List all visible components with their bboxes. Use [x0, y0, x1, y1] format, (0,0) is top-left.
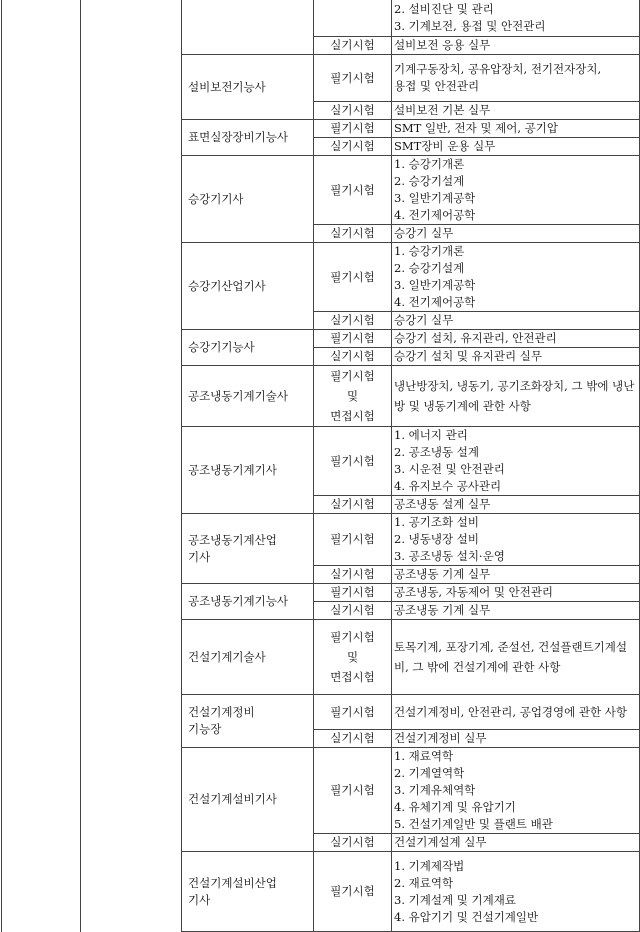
exam-type: 실기시험: [314, 834, 392, 852]
table-body: [2, 0, 640, 932]
subject-line: 2. 승강기설계: [394, 261, 465, 275]
subject-line: 2. 냉동냉장 설비: [394, 532, 479, 546]
exam-type: 필기시험: [314, 748, 392, 834]
certification-name-label: 승강기산업기사: [188, 278, 266, 293]
subject-text: 토목기계, 포장기계, 준설선, 건설플랜트기계설비, 그 밖에 건설기계에 관한 사항: [394, 640, 628, 674]
subject-line: 공조냉동 기계 실무: [394, 603, 491, 617]
subject-line: 3. 기계설계 및 기계재료: [394, 892, 516, 907]
exam-type: 실기시험: [314, 312, 392, 330]
exam-subjects: [392, 0, 640, 37]
subject-line: 1. 재료역학: [394, 749, 454, 763]
exam-type: 실기시험: [314, 37, 392, 55]
subject-line: 기계구동장치, 공유압장치, 전기전자장치,: [394, 62, 602, 76]
exam-subjects: [392, 225, 640, 243]
subject-line: 1. 공기조화 설비: [394, 515, 479, 529]
exam-subjects: [392, 748, 640, 834]
certification-name: [182, 584, 314, 620]
subject-line: 1. 기계제작법: [394, 858, 465, 873]
certification-name: [182, 156, 314, 243]
exam-subjects: [392, 156, 640, 225]
exam-type: 필기시험: [314, 156, 392, 225]
certification-name-label: 건설기계기술사: [188, 649, 266, 664]
certification-name-label: 설비보전기능사: [188, 79, 266, 94]
subject-line: 2. 기계열역학: [394, 766, 465, 780]
exam-type-line: 및: [346, 650, 359, 664]
subject-line: 4. 유압기기 및 건설기계일반: [394, 909, 539, 924]
exam-type: 필기시험: [314, 330, 392, 348]
exam-subjects: [392, 834, 640, 852]
exam-type: 실기시험: [314, 348, 392, 366]
subject-line: 3. 일반기계공학: [394, 191, 476, 205]
subject-line: 4. 전기제어공학: [394, 295, 476, 309]
exam-type: 실기시험: [314, 225, 392, 243]
subject-text: 건설기계정비, 안전관리, 공업경영에 관한 사항: [394, 704, 628, 719]
subject-line: 승강기 설치 및 유지관리 실무: [394, 349, 542, 363]
subject-line: 2. 재료역학: [394, 875, 454, 890]
exam-type-line: 필기시험: [330, 369, 375, 383]
certification-name: [182, 514, 314, 584]
exam-subjects: [392, 602, 640, 620]
exam-subjects: [392, 695, 640, 730]
certification-name-label: 승강기기능사: [188, 340, 255, 354]
subject-line: 1. 승강기개론: [394, 244, 465, 258]
certification-name-label: 승강기기사: [188, 191, 244, 206]
certification-name-line: 기사: [188, 892, 211, 907]
exam-subjects: [392, 514, 640, 566]
certification-name-label: 공조냉동기계기능사: [188, 594, 288, 608]
exam-subjects: [392, 730, 640, 748]
subject-line: 3. 시운전 및 안전관리: [394, 462, 505, 476]
certification-name: [182, 330, 314, 366]
exam-type: 필기시험: [314, 120, 392, 138]
exam-type-line: 면접시험: [330, 670, 375, 684]
subject-line: 공조냉동 기계 실무: [394, 567, 491, 581]
certification-subject-table: [1, 0, 640, 932]
exam-subjects: [392, 620, 640, 695]
certification-name-label: 건설기계설비기사: [188, 792, 277, 806]
exam-subjects: [392, 584, 640, 602]
subject-line: 건설기계설계 실무: [394, 835, 487, 849]
subject-line: 3. 일반기계공학: [394, 278, 476, 292]
exam-type: [314, 0, 392, 37]
exam-type: 필기시험: [314, 695, 392, 730]
exam-type: 필기시험: [314, 514, 392, 566]
exam-subjects: [392, 37, 640, 55]
exam-type: [314, 620, 392, 695]
exam-subjects: [392, 496, 640, 514]
subject-line: 설비보전 응용 실무: [394, 38, 491, 52]
subject-line: 용접 및 안전관리: [394, 79, 480, 93]
exam-type: 실기시험: [314, 102, 392, 120]
subject-line: SMT 일반, 전자 및 제어, 공기압: [394, 121, 559, 135]
category-column: [2, 0, 81, 932]
exam-type-line: 및: [346, 389, 359, 403]
exam-subjects: [392, 55, 640, 102]
exam-subjects: [392, 427, 640, 496]
subject-text: 냉난방장치, 냉동기, 공기조화장치, 그 밖에 냉난방 및 냉동기계에 관한 사항: [394, 379, 635, 413]
subject-line: 5. 건설기계일반 및 플랜트 배관: [394, 817, 553, 831]
certification-name-line: 기사: [188, 549, 211, 564]
certification-name: [182, 55, 314, 120]
exam-type: 필기시험: [314, 852, 392, 932]
certification-name-line: 건설기계정비: [188, 705, 255, 719]
exam-subjects: [392, 243, 640, 312]
certification-name-label: 표면실장장비기능사: [188, 130, 288, 144]
subject-line: 4. 유체기계 및 유압기기: [394, 800, 516, 814]
subject-line: 건설기계정비 실무: [394, 731, 487, 745]
subject-line: 3. 기계보전, 용접 및 안전관리: [394, 18, 546, 33]
subject-line: 4. 유지보수 공사관리: [394, 479, 502, 493]
certification-name-line: 공조냉동기계산업: [188, 532, 277, 547]
certification-name-label: 공조냉동기계기사: [188, 462, 277, 477]
exam-subjects: [392, 366, 640, 427]
certification-name: [182, 366, 314, 427]
certification-name: [182, 852, 314, 932]
certification-name: [182, 0, 314, 55]
subject-line: 3. 기계유체역학: [394, 783, 476, 797]
exam-type-line: 면접시험: [330, 409, 375, 423]
subject-line: 설비보전 기본 실무: [394, 103, 491, 117]
exam-subjects: [392, 312, 640, 330]
certification-name: [182, 243, 314, 330]
certification-name-line: 건설기계설비산업: [188, 875, 277, 890]
subject-line: 2. 공조냉동 설계: [394, 445, 479, 459]
exam-subjects: [392, 348, 640, 366]
exam-type-line: 필기시험: [330, 630, 375, 644]
subject-line: 3. 공조냉동 설치·운영: [394, 549, 505, 563]
exam-type: [314, 366, 392, 427]
table-row: [2, 0, 640, 37]
exam-subjects: [392, 330, 640, 348]
certification-name: [182, 620, 314, 695]
exam-subjects: [392, 566, 640, 584]
subject-line: 2. 승강기설계: [394, 174, 465, 188]
certification-name-line: 기능장: [188, 722, 222, 736]
certification-name-label: 공조냉동기계기술사: [188, 388, 288, 403]
certification-name: [182, 427, 314, 514]
certification-name: [182, 695, 314, 748]
exam-subjects: [392, 102, 640, 120]
subject-line: 승강기 설치, 유지관리, 안전관리: [394, 331, 557, 345]
exam-type: 필기시험: [314, 55, 392, 102]
exam-type: 실기시험: [314, 730, 392, 748]
subject-line: 공조냉동 설계 실무: [394, 497, 491, 511]
certification-name: [182, 120, 314, 156]
exam-type: 필기시험: [314, 427, 392, 496]
subject-line: 4. 전기제어공학: [394, 208, 476, 222]
exam-type: 실기시험: [314, 138, 392, 156]
subject-line: 승강기 실무: [394, 313, 454, 327]
subject-line: 승강기 실무: [394, 226, 454, 240]
certification-name: [182, 748, 314, 852]
exam-type: 필기시험: [314, 584, 392, 602]
subject-line: 1. 승강기개론: [394, 157, 465, 171]
exam-subjects: [392, 852, 640, 932]
subject-line: SMT장비 운용 실무: [394, 139, 496, 153]
exam-subjects: [392, 138, 640, 156]
exam-type: 필기시험: [314, 243, 392, 312]
exam-type: 실기시험: [314, 566, 392, 584]
exam-type: 실기시험: [314, 496, 392, 514]
subject-line: 1. 에너지 관리: [394, 428, 468, 442]
subject-line: 공조냉동, 자동제어 및 안전관리: [394, 585, 554, 599]
exam-subjects: [392, 120, 640, 138]
field-column: [81, 0, 182, 932]
exam-type: 실기시험: [314, 602, 392, 620]
subject-line: 2. 설비진단 및 관리: [394, 1, 494, 16]
